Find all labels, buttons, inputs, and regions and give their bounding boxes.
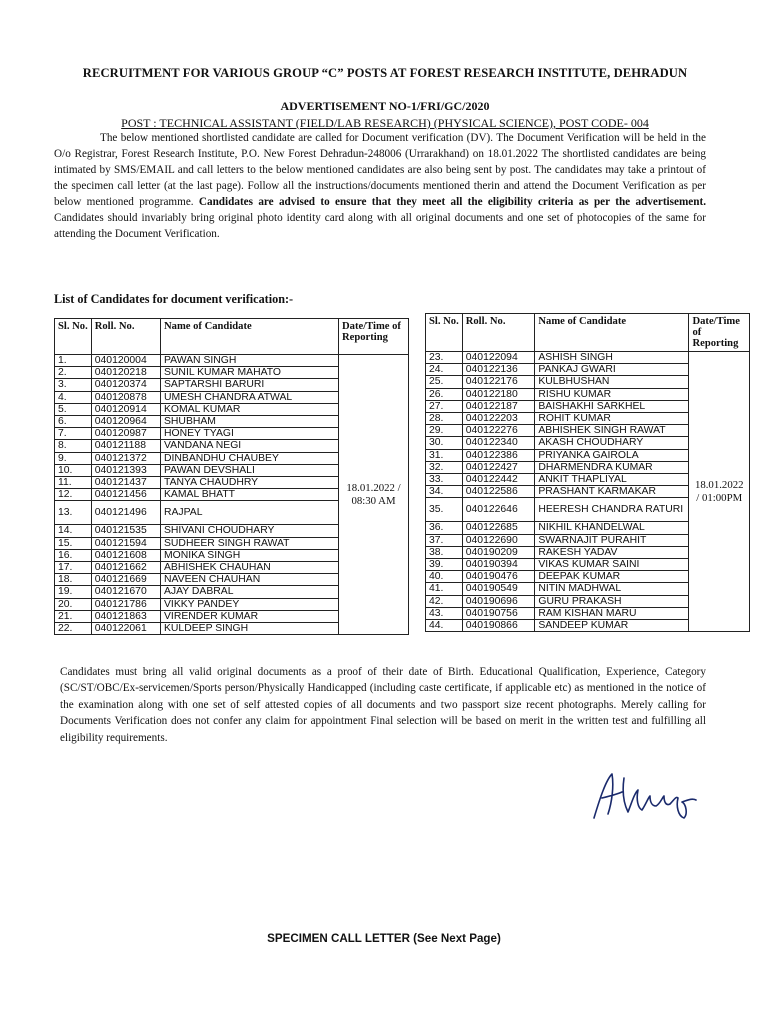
candidate-name-cell: KULDEEP SINGH: [161, 623, 339, 635]
sl-cell: 16.: [55, 549, 92, 561]
roll-no-cell: 040121437: [91, 477, 160, 489]
sl-cell: 42.: [426, 595, 463, 607]
sl-cell: 37.: [426, 534, 463, 546]
roll-no-cell: 040190394: [462, 559, 535, 571]
candidate-name-cell: SUNIL KUMAR MAHATO: [161, 367, 339, 379]
intro-paragraph: [54, 130, 706, 242]
sl-cell: 30.: [426, 437, 463, 449]
sl-cell: 9.: [55, 452, 92, 464]
signature-icon: [588, 768, 700, 824]
candidate-name-cell: AJAY DABRAL: [161, 586, 339, 598]
roll-no-cell: 040122685: [462, 522, 535, 534]
candidate-name-cell: RAKESH YADAV: [535, 546, 689, 558]
candidate-name-cell: HONEY TYAGI: [161, 428, 339, 440]
candidate-name-cell: SANDEEP KUMAR: [535, 620, 689, 632]
roll-no-cell: 040121393: [91, 464, 160, 476]
roll-no-cell: 040120914: [91, 403, 160, 415]
candidates-table-right: [425, 313, 750, 632]
candidate-name-cell: SHUBHAM: [161, 416, 339, 428]
reporting-date-time-cell: 18.01.2022 / 08:30 AM: [339, 355, 409, 635]
candidates-table-left: [54, 318, 409, 635]
header-sl-no: Sl. No.: [55, 319, 92, 355]
roll-no-cell: 040122094: [462, 352, 535, 364]
sl-cell: 14.: [55, 525, 92, 537]
sl-cell: 22.: [55, 623, 92, 635]
roll-no-cell: 040122061: [91, 623, 160, 635]
candidate-name-cell: BAISHAKHI SARKHEL: [535, 400, 689, 412]
sl-cell: 17.: [55, 562, 92, 574]
sl-cell: 6.: [55, 416, 92, 428]
roll-no-cell: 040121372: [91, 452, 160, 464]
candidate-name-cell: AKASH CHOUDHARY: [535, 437, 689, 449]
candidate-name-cell: PAWAN DEVSHALI: [161, 464, 339, 476]
roll-no-cell: 040120374: [91, 379, 160, 391]
sl-cell: 28.: [426, 413, 463, 425]
sl-cell: 32.: [426, 461, 463, 473]
candidate-name-cell: VIRENDER KUMAR: [161, 610, 339, 622]
sl-cell: 40.: [426, 571, 463, 583]
sl-cell: 3.: [55, 379, 92, 391]
roll-no-cell: 040120004: [91, 355, 160, 367]
roll-no-cell: 040122136: [462, 364, 535, 376]
sl-cell: 2.: [55, 367, 92, 379]
sl-cell: 33.: [426, 474, 463, 486]
table-row: [55, 355, 409, 367]
sl-cell: 26.: [426, 388, 463, 400]
sl-cell: 8.: [55, 440, 92, 452]
roll-no-cell: 040121535: [91, 525, 160, 537]
candidate-name-cell: PRIYANKA GAIROLA: [535, 449, 689, 461]
roll-no-cell: 040122176: [462, 376, 535, 388]
candidate-name-cell: VIKKY PANDEY: [161, 598, 339, 610]
table-row: [426, 352, 750, 364]
sl-cell: 38.: [426, 546, 463, 558]
intro-text-tail: Candidates should invariably bring original photo identity card along with all original documents and one set of photocopies of the same for attending the Document Verification.: [54, 212, 706, 240]
roll-no-cell: 040120878: [91, 391, 160, 403]
candidate-name-cell: TANYA CHAUDHRY: [161, 477, 339, 489]
candidate-name-cell: UMESH CHANDRA ATWAL: [161, 391, 339, 403]
sl-cell: 34.: [426, 486, 463, 498]
candidate-name-cell: ABHISHEK CHAUHAN: [161, 562, 339, 574]
intro-text: The below mentioned shortlisted candidate are called for Document verification (DV). The Document Verification will be held in the O/o Registrar, Forest Research Institute, P.O. New Forest Dehradun-248006 (Urrarakhand) on 18.01.2022 The shortlisted candidates are being intimated by SMS/EMAIL and call letters to the below mentioned candidates are also being sent by post. The candidates may take a printout of the specimen call letter (at the last page). Follow all the instructions/documents mentioned therin and attend the Document Verification as per below mentioned programme.: [54, 132, 706, 208]
candidate-name-cell: HEERESH CHANDRA RATURI: [535, 498, 689, 522]
candidate-name-cell: ABHISHEK SINGH RAWAT: [535, 425, 689, 437]
candidate-name-cell: ANKIT THAPLIYAL: [535, 474, 689, 486]
candidate-name-cell: VANDANA NEGI: [161, 440, 339, 452]
roll-no-cell: 040121608: [91, 549, 160, 561]
header-roll-no: Roll. No.: [91, 319, 160, 355]
roll-no-cell: 040122187: [462, 400, 535, 412]
sl-cell: 35.: [426, 498, 463, 522]
sl-cell: 36.: [426, 522, 463, 534]
table-header-row: [55, 319, 409, 355]
roll-no-cell: 040122340: [462, 437, 535, 449]
sl-cell: 25.: [426, 376, 463, 388]
sl-cell: 18.: [55, 574, 92, 586]
sl-cell: 1.: [55, 355, 92, 367]
roll-no-cell: 040120987: [91, 428, 160, 440]
intro-bold-text: Candidates are advised to ensure that they meet all the eligibility criteria as per the advertisement.: [198, 196, 706, 208]
header-date-time: Date/Time of Reporting: [339, 319, 409, 355]
header-name: Name of Candidate: [161, 319, 339, 355]
header-date-time: Date/Time of Reporting: [689, 314, 750, 352]
header-roll-no: Roll. No.: [462, 314, 535, 352]
roll-no-cell: 040122427: [462, 461, 535, 473]
roll-no-cell: 040122276: [462, 425, 535, 437]
roll-no-cell: 040190696: [462, 595, 535, 607]
candidate-name-cell: SWARNAJIT PURAHIT: [535, 534, 689, 546]
sl-cell: 27.: [426, 400, 463, 412]
reporting-date-time-cell: 18.01.2022 / 01:00PM: [689, 352, 750, 632]
candidate-name-cell: ASHISH SINGH: [535, 352, 689, 364]
roll-no-cell: 040122203: [462, 413, 535, 425]
post-title: POST : TECHNICAL ASSISTANT (FIELD/LAB RESEARCH) (PHYSICAL SCIENCE), POST CODE- 004: [121, 116, 649, 130]
specimen-call-letter-note: SPECIMEN CALL LETTER (See Next Page): [267, 932, 501, 945]
list-heading: List of Candidates for document verification:-: [54, 292, 294, 306]
candidate-name-cell: RISHU KUMAR: [535, 388, 689, 400]
sl-cell: 19.: [55, 586, 92, 598]
header-name: Name of Candidate: [535, 314, 689, 352]
roll-no-cell: 040121456: [91, 489, 160, 501]
candidate-name-cell: MONIKA SINGH: [161, 549, 339, 561]
sl-cell: 29.: [426, 425, 463, 437]
candidate-name-cell: GURU PRAKASH: [535, 595, 689, 607]
candidate-name-cell: KOMAL KUMAR: [161, 403, 339, 415]
roll-no-cell: 040121594: [91, 537, 160, 549]
roll-no-cell: 040120218: [91, 367, 160, 379]
candidate-name-cell: KAMAL BHATT: [161, 489, 339, 501]
candidate-name-cell: SHIVANI CHOUDHARY: [161, 525, 339, 537]
roll-no-cell: 040190476: [462, 571, 535, 583]
sl-cell: 31.: [426, 449, 463, 461]
candidate-name-cell: SAPTARSHI BARURI: [161, 379, 339, 391]
candidate-name-cell: PANKAJ GWARI: [535, 364, 689, 376]
candidate-name-cell: KULBHUSHAN: [535, 376, 689, 388]
candidate-name-cell: NAVEEN CHAUHAN: [161, 574, 339, 586]
candidate-name-cell: PAWAN SINGH: [161, 355, 339, 367]
roll-no-cell: 040121662: [91, 562, 160, 574]
page-title: RECRUITMENT FOR VARIOUS GROUP “C” POSTS AT FOREST RESEARCH INSTITUTE, DEHRADUN: [82, 66, 688, 80]
roll-no-cell: 040122442: [462, 474, 535, 486]
sl-cell: 41.: [426, 583, 463, 595]
sl-cell: 24.: [426, 364, 463, 376]
roll-no-cell: 040120964: [91, 416, 160, 428]
sl-cell: 20.: [55, 598, 92, 610]
sl-cell: 13.: [55, 501, 92, 525]
sl-cell: 7.: [55, 428, 92, 440]
sl-cell: 5.: [55, 403, 92, 415]
candidate-name-cell: RAM KISHAN MARU: [535, 607, 689, 619]
sl-cell: 4.: [55, 391, 92, 403]
roll-no-cell: 040190549: [462, 583, 535, 595]
sl-cell: 15.: [55, 537, 92, 549]
roll-no-cell: 040190209: [462, 546, 535, 558]
candidate-name-cell: VIKAS KUMAR SAINI: [535, 559, 689, 571]
roll-no-cell: 040121670: [91, 586, 160, 598]
sl-cell: 23.: [426, 352, 463, 364]
roll-no-cell: 040121188: [91, 440, 160, 452]
candidate-name-cell: DHARMENDRA KUMAR: [535, 461, 689, 473]
candidate-name-cell: NIKHIL KHANDELWAL: [535, 522, 689, 534]
sl-cell: 39.: [426, 559, 463, 571]
roll-no-cell: 040190866: [462, 620, 535, 632]
table-header-row: [426, 314, 750, 352]
candidate-name-cell: NITIN MADHWAL: [535, 583, 689, 595]
candidate-name-cell: PRASHANT KARMAKAR: [535, 486, 689, 498]
roll-no-cell: 040121669: [91, 574, 160, 586]
candidate-name-cell: SUDHEER SINGH RAWAT: [161, 537, 339, 549]
roll-no-cell: 040122690: [462, 534, 535, 546]
roll-no-cell: 040121496: [91, 501, 160, 525]
advertisement-number: ADVERTISEMENT NO-1/FRI/GC/2020: [280, 99, 490, 113]
roll-no-cell: 040121863: [91, 610, 160, 622]
candidate-name-cell: RAJPAL: [161, 501, 339, 525]
sl-cell: 11.: [55, 477, 92, 489]
sl-cell: 10.: [55, 464, 92, 476]
candidate-name-cell: DEEPAK KUMAR: [535, 571, 689, 583]
roll-no-cell: 040122386: [462, 449, 535, 461]
roll-no-cell: 040122646: [462, 498, 535, 522]
sl-cell: 43.: [426, 607, 463, 619]
sl-cell: 44.: [426, 620, 463, 632]
sl-cell: 12.: [55, 489, 92, 501]
roll-no-cell: 040122586: [462, 486, 535, 498]
footer-note: Candidates must bring all valid original documents as a proof of their date of Birth. Educational Qualification, Experience, Category (SC/ST/OBC/Ex-servicemen/Sports person/Physically Handicapped (including caste certificate, if applicable etc) as mentioned in the notice of the examination along with one set of self attested copies of all documents and two passport size recent photographs. Merely calling for Documents Verification does not confer any claim for appointment Final selection will be based on merit in the written test and fulfilling all eligibility requirements.: [60, 666, 706, 744]
roll-no-cell: 040122180: [462, 388, 535, 400]
candidate-name-cell: ROHIT KUMAR: [535, 413, 689, 425]
candidate-name-cell: DINBANDHU CHAUBEY: [161, 452, 339, 464]
header-sl-no: Sl. No.: [426, 314, 463, 352]
sl-cell: 21.: [55, 610, 92, 622]
roll-no-cell: 040190756: [462, 607, 535, 619]
roll-no-cell: 040121786: [91, 598, 160, 610]
